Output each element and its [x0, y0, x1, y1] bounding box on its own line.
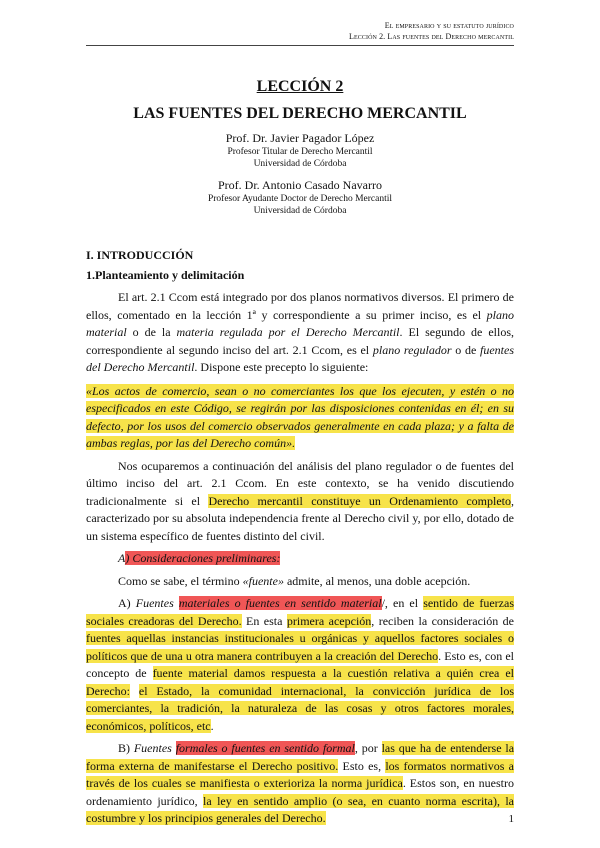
running-head: [349, 20, 514, 42]
highlight: las que ha de entenderse la forma externa de manifestarse el Derecho positivo.: [86, 741, 515, 773]
paragraph-fuente: Como se sabe, el término «fuente» admite, al menos, una doble acepción.: [118, 573, 471, 588]
author-affiliation: Universidad de Córdoba: [253, 206, 347, 216]
paragraph-fuentes-formales: B) Fuentes formales o fuentes en sentido formal, por las que ha de entenderse la forma externa de manifestarse el Derecho positivo. Esto es, los formatos normativos a través de los cuales se manifiesta o exterioriza la norma jurídica. Estos son, en nuestro ordenamiento jurídico, la ley en sentido amplio (o sea, en cuanto norma escrita), la costumbre y los principios generales del Derecho.: [86, 741, 515, 825]
author-1: [86, 131, 514, 170]
section-heading: I. INTRODUCCIÓN: [86, 248, 194, 262]
highlight: el Estado, la comunidad internacional, la convicción jurídica de los comerciantes, la tradición, la naturaleza de las cosas y otros factores morales, económicos, políticos, etc: [86, 683, 515, 733]
author-2: [86, 178, 514, 217]
author-affiliation: Universidad de Córdoba: [253, 159, 347, 169]
highlighted-quote: «Los actos de comercio, sean o no comerciantes los que los ejecuten, y estén o no especificados en este Código, se regirán por las disposiciones contenidas en él; en su defecto, por los usos del comercio observados generalmente en cada plaza; y a falta de ambas reglas, por las del Derecho común».: [86, 383, 514, 450]
highlight: Derecho mercantil constituye un Ordenamiento completo: [208, 493, 511, 508]
subsection-a-heading: A) Consideraciones preliminares:: [118, 551, 281, 565]
author-name: Prof. Dr. Javier Pagador López: [225, 131, 375, 145]
lesson-title: LAS FUENTES DEL DERECHO MERCANTIL: [133, 105, 467, 122]
running-head-line2: Lección 2. Las fuentes del Derecho mercantil: [349, 32, 514, 41]
author-role: Profesor Titular de Derecho Mercantil: [227, 147, 373, 157]
paragraph-intro: El art. 2.1 Ccom está integrado por dos planos normativos diversos. El primero de ellos, comentado en la lección 1ª y correspondiente a su primer inciso, es el plano material o de la materia regulada por el Derecho Mercantil. El segundo de ellos, correspondiente al segundo inciso del art. 2.1 Ccom, es el plano regulador o de fuentes del Derecho Mercantil. Dispone este precepto lo siguiente:: [86, 290, 515, 374]
highlight: la ley en sentido amplio (o sea, en cuanto norma escrita), la costumbre y los principios generales del Derecho.: [86, 793, 514, 825]
red-highlight: materiales o fuentes en sentido material: [178, 596, 382, 610]
highlight: fuente material damos respuesta a la cuestión relativa a quién crea el Derecho:: [86, 666, 514, 698]
subsection-heading: 1.Planteamiento y delimitación: [86, 268, 245, 282]
author-name: Prof. Dr. Antonio Casado Navarro: [218, 178, 382, 192]
paragraph-fuentes-materiales: A) Fuentes materiales o fuentes en sentido material/, en el sentido de fuerzas sociales creadoras del Derecho. En esta primera acepción, reciben la consideración de fuentes aquellas instancias institucionales u orgánicas y aquellos factores sociales o políticos que de una u otra manera contribuyen a la creación del Derecho. Esto es, con el concepto de fuente material damos respuesta a la cuestión relativa a quién crea el Derecho: el Estado, la comunidad internacional, la convicción jurídica de los comerciantes, la tradición, la naturaleza de las cosas y otros factores morales, económicos, políticos, etc.: [86, 596, 515, 733]
highlight: los formatos normativos a través de los cuales se manifiesta o exterioriza la norma jurídica: [86, 758, 514, 790]
highlight: sentido de fuerzas sociales creadoras del Derecho.: [86, 596, 514, 628]
running-head-line1: El empresario y su estatuto jurídico: [384, 21, 514, 30]
body-content: [86, 247, 514, 828]
lesson-number: LECCIÓN 2: [256, 78, 344, 95]
red-highlight: ) Consideraciones preliminares:: [125, 551, 281, 565]
header-divider: [86, 45, 514, 46]
author-role: Profesor Ayudante Doctor de Derecho Mercantil: [207, 194, 393, 204]
highlight: primera acepción: [286, 613, 372, 628]
paragraph-regulator: Nos ocuparemos a continuación del análisis del plano regulador o de fuentes del último inciso del art. 2.1 Ccom. En este contexto, se ha venido discutiendo tradicionalmente si el Derecho mercantil constituye un Ordenamiento completo, caracterizado por su absoluta independencia frente al Derecho civil y, por ello, dotado de un sistema específico de fuentes distinto del civil.: [86, 458, 514, 543]
title-block: [86, 77, 514, 124]
quote-art-2-1: [86, 383, 514, 453]
highlight: fuentes aquellas instancias institucionales u orgánicas y aquellos factores sociales o políticos que de una u otra manera contribuyen a la creación del Derecho: [86, 631, 514, 663]
page-number: 1: [508, 813, 514, 825]
red-highlight: formales o fuentes en sentido formal: [175, 741, 355, 755]
